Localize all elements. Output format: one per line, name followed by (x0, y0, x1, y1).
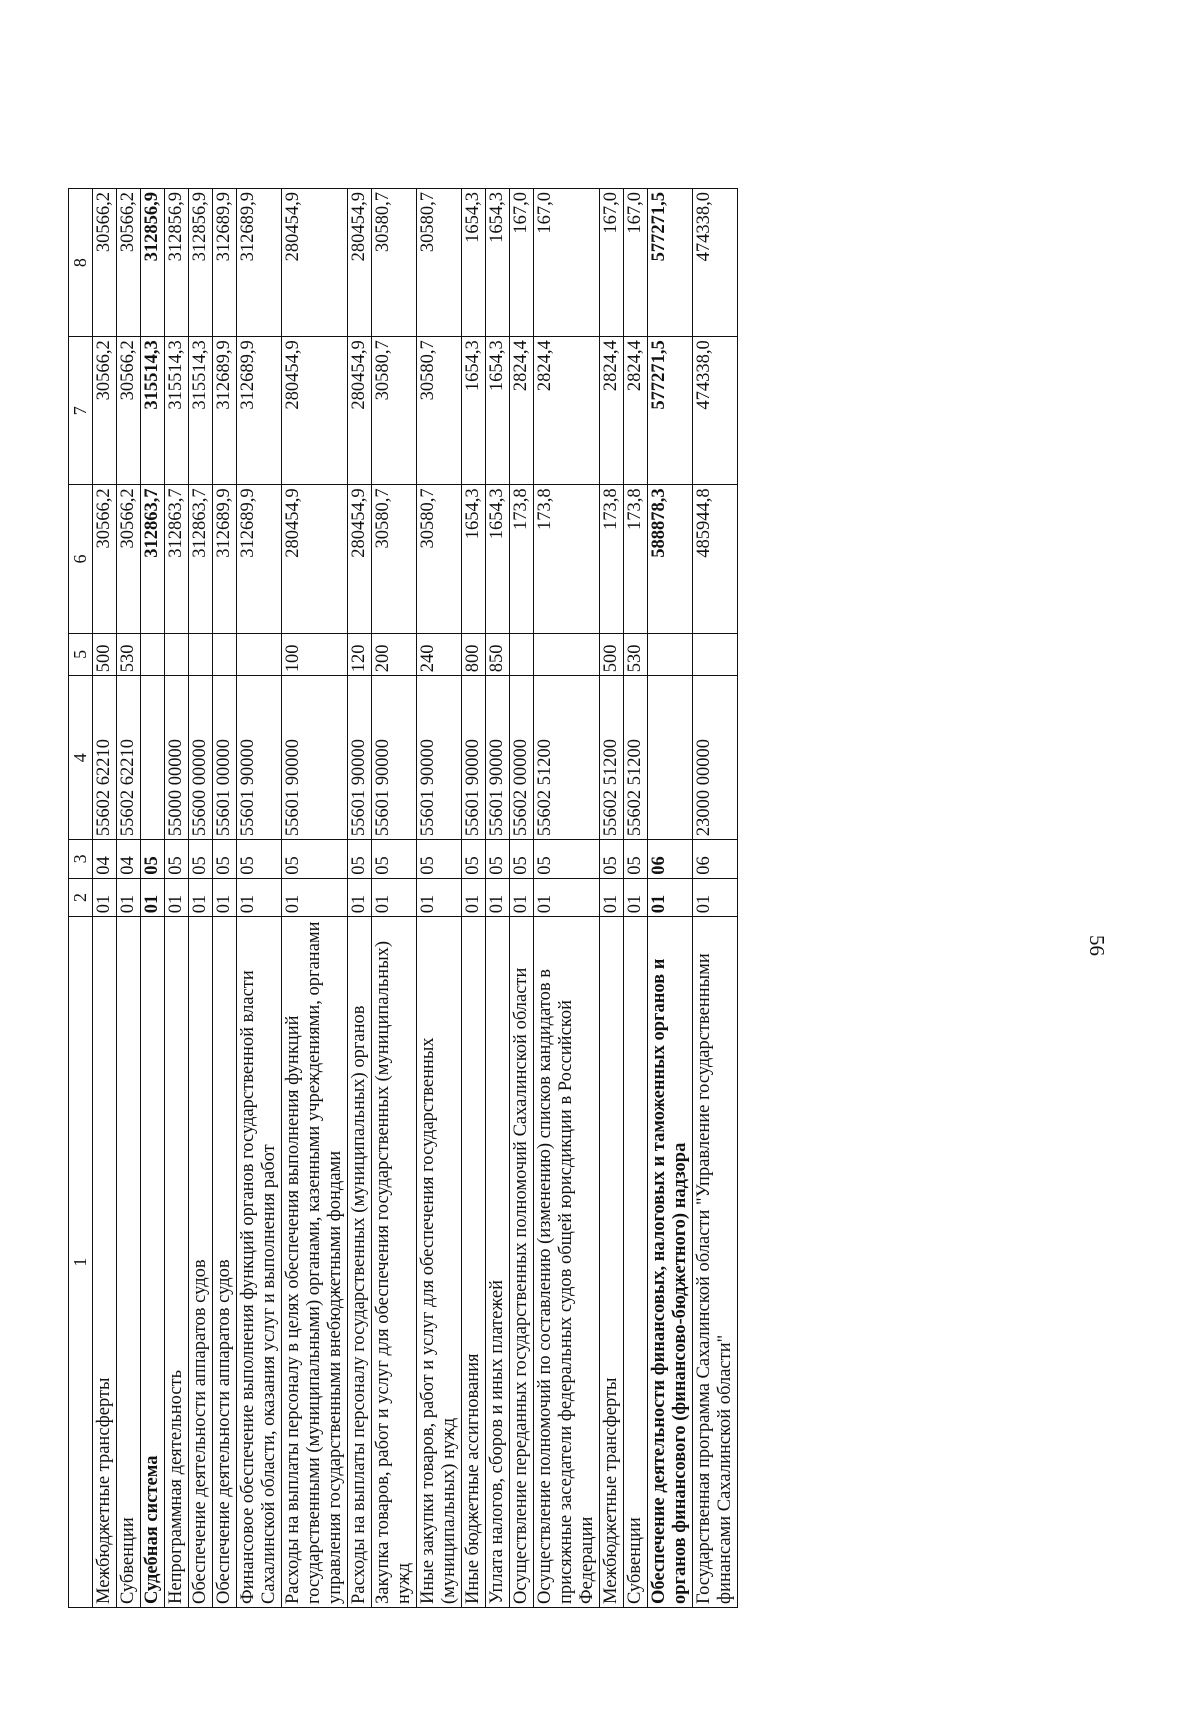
row-expense-type (141, 633, 165, 676)
row-subsection-code: 05 (372, 840, 417, 879)
row-value-col8: 167,0 (534, 189, 600, 337)
row-name-cell: Расходы на выплаты персоналу в целях обеспечения выполнения функций государственными (муниципальными) органами, казенными учреждениями, органами управления государственными внебюджетными фондами (282, 917, 348, 1608)
table-row (93, 189, 117, 1608)
row-value-col6: 312863,7 (165, 485, 189, 633)
row-value-col8: 1654,3 (486, 189, 510, 337)
row-value-col6: 30580,7 (417, 485, 462, 633)
row-target-article: 23000 00000 (693, 676, 738, 840)
row-target-article: 55601 90000 (462, 676, 486, 840)
row-subsection-code: 04 (117, 840, 141, 879)
row-value-col7: 30580,7 (417, 337, 462, 485)
budget-table-rotated (68, 188, 1060, 1608)
row-value-col7: 312689,9 (213, 337, 237, 485)
row-target-article: 55600 00000 (189, 676, 213, 840)
row-value-col6: 485944,8 (693, 485, 738, 633)
row-name-cell: Государственная программа Сахалинской области "Управление государственными финансами Сахалинской области" (693, 917, 738, 1608)
row-name-cell: Расходы на выплаты персоналу государственных (муниципальных) органов (348, 917, 372, 1608)
row-value-col6: 173,8 (624, 485, 648, 633)
row-expense-type (510, 633, 534, 676)
row-name-cell: Закупка товаров, работ и услуг для обеспечения государственных (муниципальных) нужд (372, 917, 417, 1608)
row-value-col8: 167,0 (600, 189, 624, 337)
row-target-article (141, 676, 165, 840)
table-row (624, 189, 648, 1608)
row-value-col7: 280454,9 (348, 337, 372, 485)
row-value-col7: 315514,3 (165, 337, 189, 485)
row-value-col7: 2824,4 (510, 337, 534, 485)
table-row (141, 189, 165, 1608)
row-subsection-code: 05 (600, 840, 624, 879)
row-target-article: 55602 51200 (624, 676, 648, 840)
row-expense-type: 850 (486, 633, 510, 676)
row-expense-type: 530 (117, 633, 141, 676)
table-row (417, 189, 462, 1608)
header-cell-6: 6 (69, 485, 93, 633)
row-subsection-code: 05 (534, 840, 600, 879)
row-value-col7: 30580,7 (372, 337, 417, 485)
row-value-col7: 1654,3 (462, 337, 486, 485)
row-value-col6: 312689,9 (213, 485, 237, 633)
row-name-cell: Межбюджетные трансферты (600, 917, 624, 1608)
row-section-code: 01 (510, 878, 534, 917)
row-expense-type: 530 (624, 633, 648, 676)
row-name-cell: Субвенции (117, 917, 141, 1608)
header-cell-3: 3 (69, 840, 93, 879)
row-section-code: 01 (417, 878, 462, 917)
row-expense-type: 200 (372, 633, 417, 676)
row-value-col6: 173,8 (600, 485, 624, 633)
row-value-col7: 474338,0 (693, 337, 738, 485)
row-value-col8: 30566,2 (93, 189, 117, 337)
row-section-code: 01 (189, 878, 213, 917)
row-section-code: 01 (372, 878, 417, 917)
row-name-cell: Судебная система (141, 917, 165, 1608)
table-header-row (69, 189, 93, 1608)
table-row (237, 189, 282, 1608)
row-name-cell: Межбюджетные трансферты (93, 917, 117, 1608)
row-subsection-code: 05 (282, 840, 348, 879)
row-section-code: 01 (534, 878, 600, 917)
row-value-col8: 167,0 (510, 189, 534, 337)
row-value-col7: 2824,4 (534, 337, 600, 485)
row-section-code: 01 (693, 878, 738, 917)
header-cell-7: 7 (69, 337, 93, 485)
table-row (600, 189, 624, 1608)
row-subsection-code: 05 (213, 840, 237, 879)
row-value-col6: 312689,9 (237, 485, 282, 633)
row-subsection-code: 05 (510, 840, 534, 879)
row-name-cell: Обеспечение деятельности аппаратов судов (189, 917, 213, 1608)
row-expense-type: 800 (462, 633, 486, 676)
row-section-code: 01 (237, 878, 282, 917)
row-value-col7: 280454,9 (282, 337, 348, 485)
row-subsection-code: 05 (165, 840, 189, 879)
row-name-cell: Обеспечение деятельности аппаратов судов (213, 917, 237, 1608)
row-section-code: 01 (213, 878, 237, 917)
row-value-col6: 1654,3 (486, 485, 510, 633)
row-name-cell: Осуществление полномочий по составлению (изменению) списков кандидатов в присяжные заседатели федеральных судов общей юрисдикции в Российской Федерации (534, 917, 600, 1608)
row-value-col7: 1654,3 (486, 337, 510, 485)
row-value-col8: 577271,5 (648, 189, 693, 337)
row-section-code: 01 (282, 878, 348, 917)
row-expense-type (648, 633, 693, 676)
row-name-cell: Субвенции (624, 917, 648, 1608)
row-subsection-code: 05 (462, 840, 486, 879)
row-section-code: 01 (93, 878, 117, 917)
row-target-article: 55602 62210 (117, 676, 141, 840)
row-subsection-code: 05 (624, 840, 648, 879)
row-expense-type (165, 633, 189, 676)
row-value-col8: 312856,9 (141, 189, 165, 337)
row-value-col8: 474338,0 (693, 189, 738, 337)
row-section-code: 01 (348, 878, 372, 917)
table-row (372, 189, 417, 1608)
row-subsection-code: 04 (93, 840, 117, 879)
header-cell-5: 5 (69, 633, 93, 676)
header-cell-2: 2 (69, 878, 93, 917)
row-value-col7: 2824,4 (624, 337, 648, 485)
row-section-code: 01 (486, 878, 510, 917)
row-value-col8: 312856,9 (189, 189, 213, 337)
row-value-col6: 280454,9 (282, 485, 348, 633)
row-value-col6: 312863,7 (141, 485, 165, 633)
row-subsection-code: 05 (348, 840, 372, 879)
row-value-col8: 312856,9 (165, 189, 189, 337)
table-row (510, 189, 534, 1608)
row-target-article: 55601 90000 (237, 676, 282, 840)
row-subsection-code: 06 (648, 840, 693, 879)
row-section-code: 01 (141, 878, 165, 917)
row-name-cell: Финансовое обеспечение выполнения функций органов государственной власти Сахалинской области, оказания услуг и выполнения работ (237, 917, 282, 1608)
row-target-article: 55601 90000 (372, 676, 417, 840)
budget-table (68, 188, 738, 1608)
row-subsection-code: 05 (486, 840, 510, 879)
row-value-col7: 315514,3 (141, 337, 165, 485)
row-target-article: 55602 51200 (534, 676, 600, 840)
row-target-article: 55601 90000 (282, 676, 348, 840)
row-subsection-code: 06 (693, 840, 738, 879)
table-row (165, 189, 189, 1608)
row-expense-type (693, 633, 738, 676)
row-value-col7: 312689,9 (237, 337, 282, 485)
row-value-col6: 173,8 (510, 485, 534, 633)
row-name-cell: Иные бюджетные ассигнования (462, 917, 486, 1608)
row-value-col6: 1654,3 (462, 485, 486, 633)
table-row (213, 189, 237, 1608)
table-row (348, 189, 372, 1608)
row-value-col7: 30566,2 (117, 337, 141, 485)
header-cell-1: 1 (69, 917, 93, 1608)
row-target-article (648, 676, 693, 840)
row-name-cell: Уплата налогов, сборов и иных платежей (486, 917, 510, 1608)
row-target-article: 55601 90000 (348, 676, 372, 840)
row-target-article: 55602 62210 (93, 676, 117, 840)
table-row (189, 189, 213, 1608)
row-subsection-code: 05 (417, 840, 462, 879)
row-expense-type (189, 633, 213, 676)
row-section-code: 01 (624, 878, 648, 917)
row-value-col7: 30566,2 (93, 337, 117, 485)
table-row (648, 189, 693, 1608)
row-value-col6: 280454,9 (348, 485, 372, 633)
row-value-col8: 1654,3 (462, 189, 486, 337)
row-target-article: 55602 00000 (510, 676, 534, 840)
row-name-cell: Осуществление переданных государственных полномочий Сахалинской области (510, 917, 534, 1608)
row-value-col6: 30566,2 (93, 485, 117, 633)
row-value-col8: 30566,2 (117, 189, 141, 337)
row-value-col6: 173,8 (534, 485, 600, 633)
row-expense-type: 100 (282, 633, 348, 676)
row-expense-type (237, 633, 282, 676)
row-expense-type: 500 (600, 633, 624, 676)
row-value-col6: 30580,7 (372, 485, 417, 633)
row-section-code: 01 (165, 878, 189, 917)
row-target-article: 55000 00000 (165, 676, 189, 840)
row-target-article: 55601 00000 (213, 676, 237, 840)
row-subsection-code: 05 (189, 840, 213, 879)
row-subsection-code: 05 (141, 840, 165, 879)
row-value-col7: 577271,5 (648, 337, 693, 485)
table-row (117, 189, 141, 1608)
row-name-cell: Непрограммная деятельность (165, 917, 189, 1608)
table-row (282, 189, 348, 1608)
row-value-col8: 280454,9 (282, 189, 348, 337)
row-value-col7: 315514,3 (189, 337, 213, 485)
row-name-cell: Иные закупки товаров, работ и услуг для обеспечения государственных (муниципальных) нужд (417, 917, 462, 1608)
row-expense-type: 240 (417, 633, 462, 676)
row-expense-type (534, 633, 600, 676)
row-value-col8: 312689,9 (237, 189, 282, 337)
row-value-col8: 312689,9 (213, 189, 237, 337)
row-target-article: 55601 90000 (417, 676, 462, 840)
row-value-col6: 588878,3 (648, 485, 693, 633)
row-value-col8: 280454,9 (348, 189, 372, 337)
row-subsection-code: 05 (237, 840, 282, 879)
row-target-article: 55602 51200 (600, 676, 624, 840)
row-value-col8: 30580,7 (417, 189, 462, 337)
header-cell-4: 4 (69, 676, 93, 840)
table-row (486, 189, 510, 1608)
row-value-col6: 312863,7 (189, 485, 213, 633)
table-row (534, 189, 600, 1608)
row-expense-type: 120 (348, 633, 372, 676)
row-section-code: 01 (462, 878, 486, 917)
row-section-code: 01 (600, 878, 624, 917)
row-value-col7: 2824,4 (600, 337, 624, 485)
row-value-col6: 30566,2 (117, 485, 141, 633)
row-value-col8: 30580,7 (372, 189, 417, 337)
row-expense-type: 500 (93, 633, 117, 676)
header-cell-8: 8 (69, 189, 93, 337)
row-expense-type (213, 633, 237, 676)
table-row (693, 189, 738, 1608)
row-target-article: 55601 90000 (486, 676, 510, 840)
row-section-code: 01 (648, 878, 693, 917)
row-name-cell: Обеспечение деятельности финансовых, налоговых и таможенных органов и органов финансового (финансово-бюджетного) надзора (648, 917, 693, 1608)
page-number: 56 (1085, 935, 1109, 956)
table-row (462, 189, 486, 1608)
row-section-code: 01 (117, 878, 141, 917)
row-value-col8: 167,0 (624, 189, 648, 337)
